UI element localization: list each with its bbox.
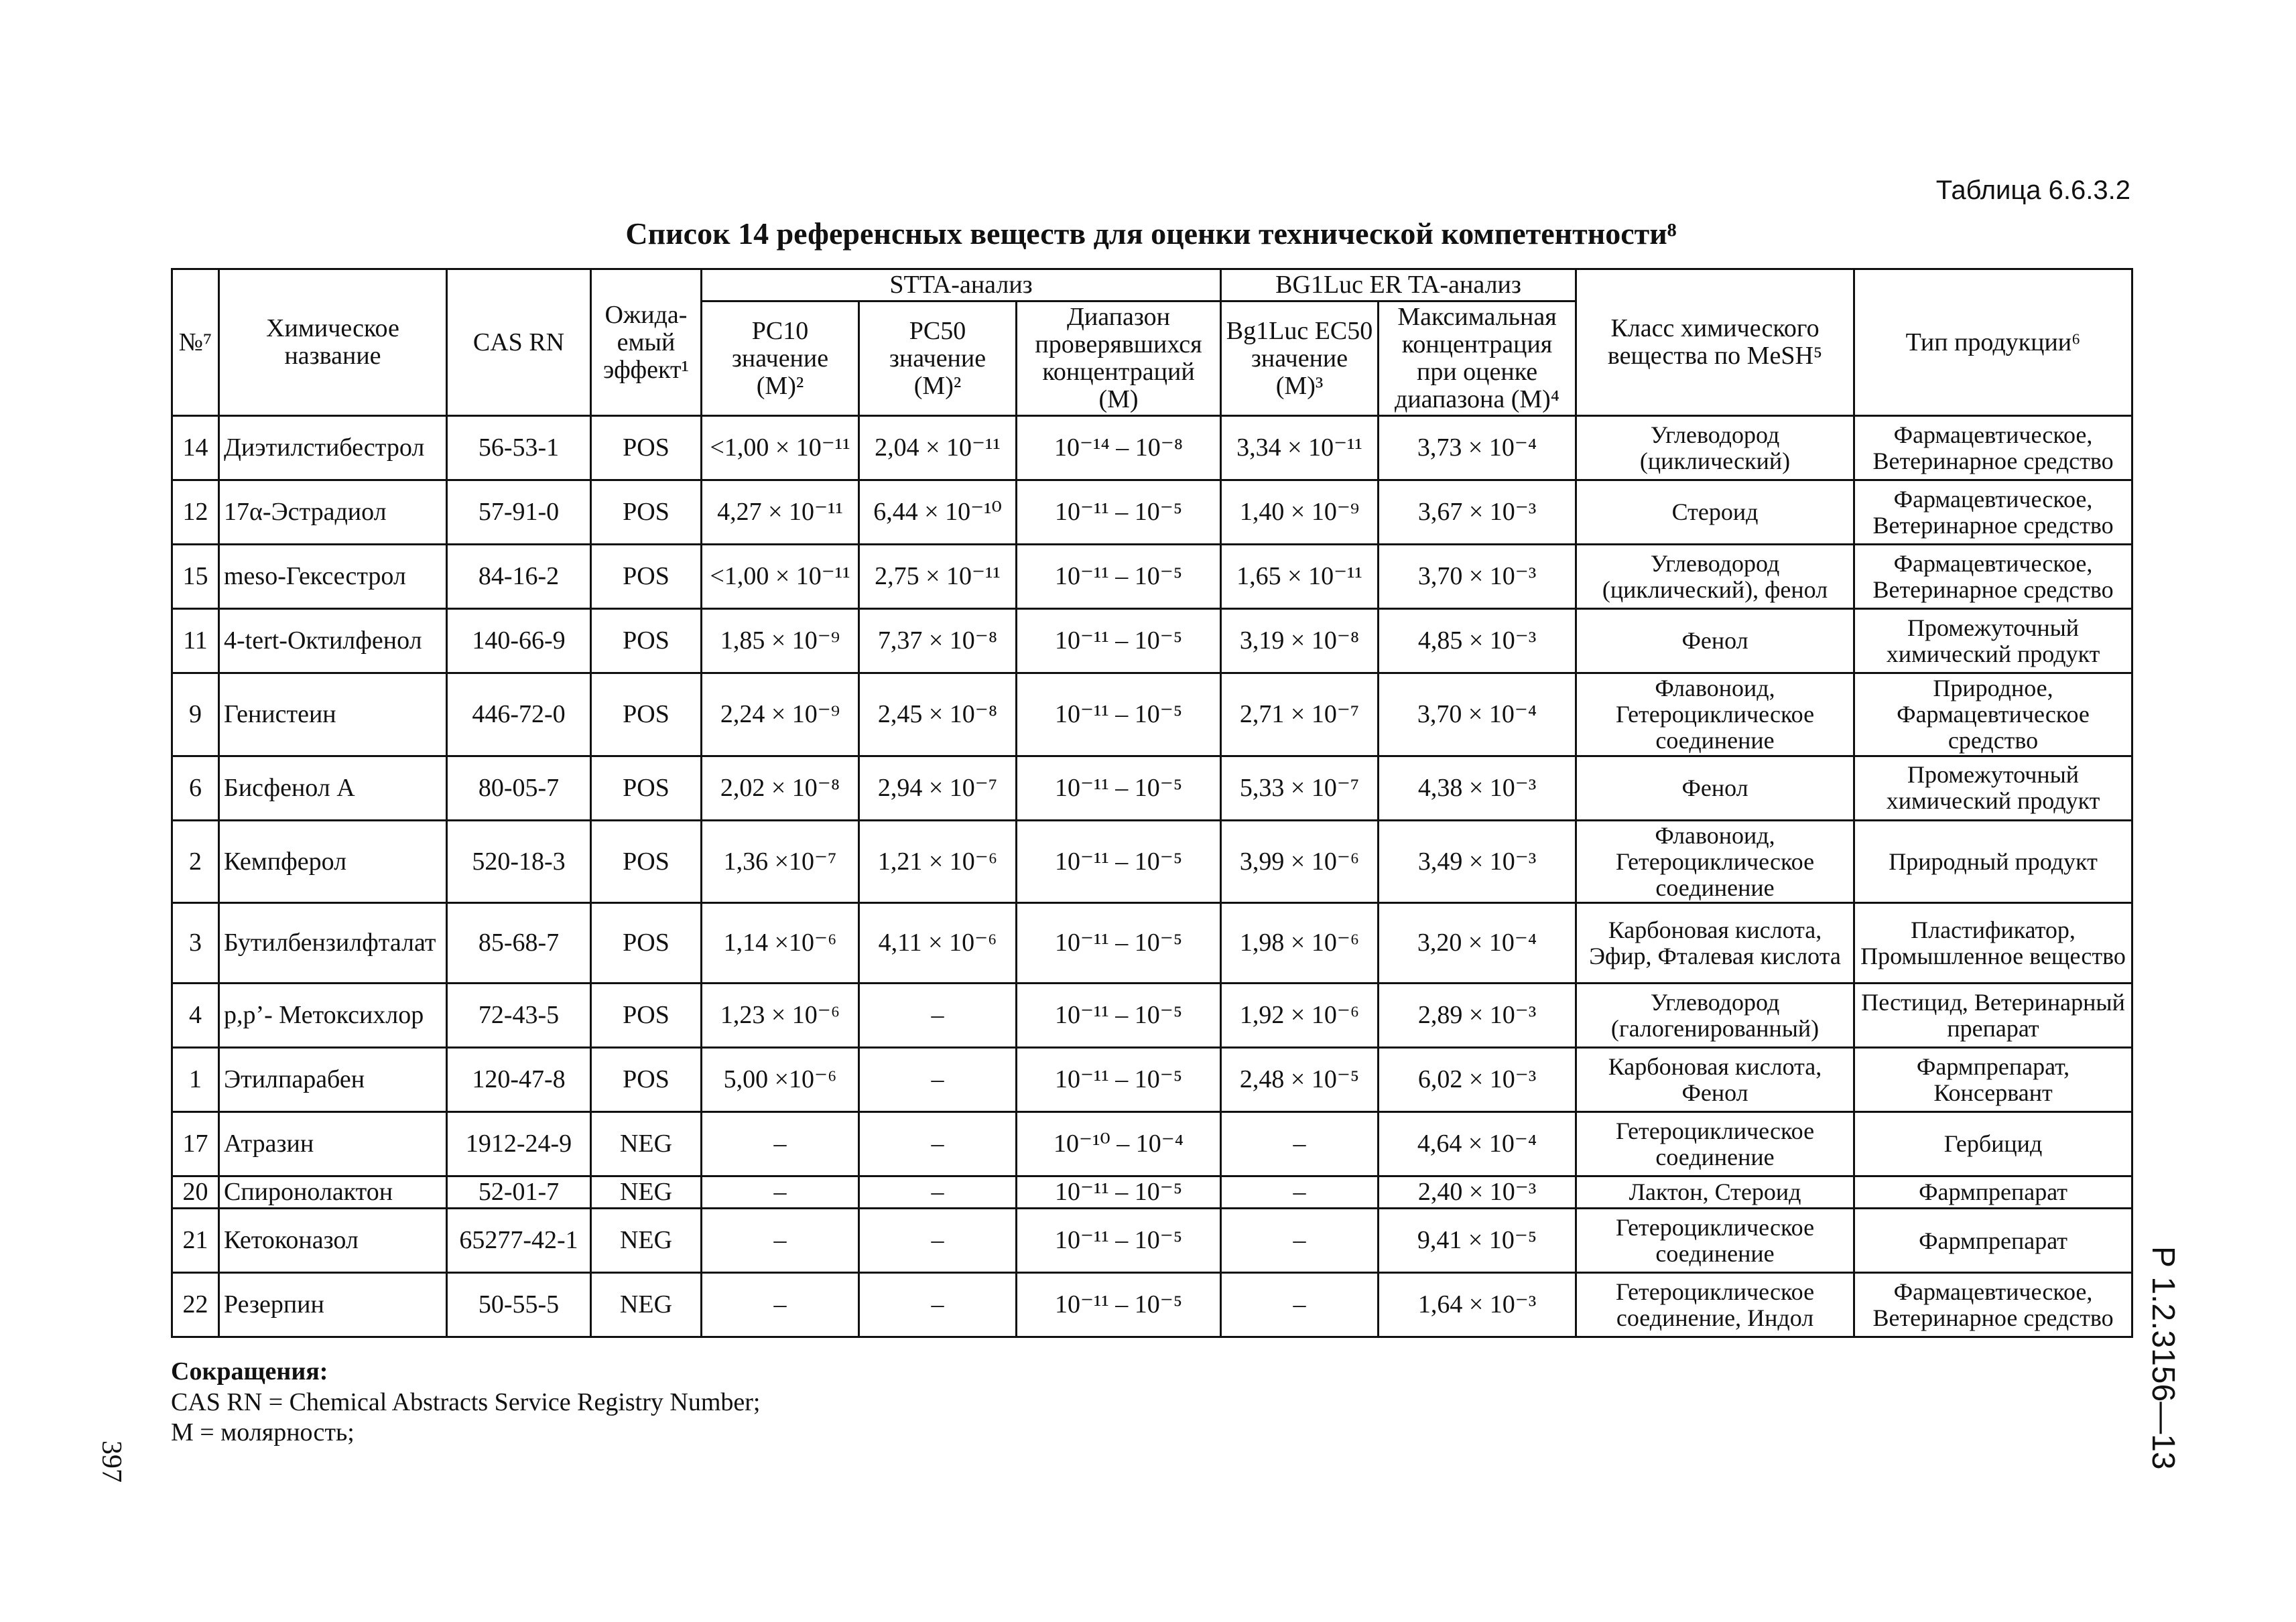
col-header-expected-effect: Ожида-емый эффект¹: [591, 269, 702, 416]
cell-mesh-class: Флавоноид, Гетероциклическое соединение: [1576, 673, 1854, 756]
cell-product-type: Фармпрепарат, Консервант: [1854, 1048, 2132, 1112]
cell-ec50: 5,33 × 10⁻⁷: [1221, 756, 1379, 820]
col-header-no: №⁷: [172, 269, 219, 416]
cell-no: 15: [172, 545, 219, 609]
cell-pc50: 2,45 × 10⁻⁸: [859, 673, 1017, 756]
cell-ec50: 1,40 × 10⁻⁹: [1221, 480, 1379, 545]
cell-mesh-class: Углеводород (циклический): [1576, 416, 1854, 480]
cell-expected-effect: POS: [591, 545, 702, 609]
col-group-stta: STTA-анализ: [702, 269, 1221, 301]
table-body: [172, 416, 2132, 1337]
cell-expected-effect: POS: [591, 820, 702, 903]
cell-pc10: 1,14 ×10⁻⁶: [702, 903, 859, 984]
cell-mesh-class: Флавоноид, Гетероциклическое соединение: [1576, 820, 1854, 903]
cell-no: 2: [172, 820, 219, 903]
cell-product-type: Фармацевтическое, Ветеринарное средство: [1854, 480, 2132, 545]
cell-no: 11: [172, 609, 219, 673]
table-row: [172, 1048, 2132, 1112]
cell-chemical-name: Атразин: [219, 1112, 447, 1176]
cell-chemical-name: 4-tert-Октилфенол: [219, 609, 447, 673]
table-number: Таблица 6.6.3.2: [1935, 176, 2130, 205]
table-row: [172, 903, 2132, 984]
cell-range: 10⁻¹¹ – 10⁻⁵: [1017, 480, 1221, 545]
table-row: [172, 1112, 2132, 1176]
cell-chemical-name: Этилпарабен: [219, 1048, 447, 1112]
cell-no: 21: [172, 1209, 219, 1273]
cell-chemical-name: Кемпферол: [219, 820, 447, 903]
cell-range: 10⁻¹¹ – 10⁻⁵: [1017, 756, 1221, 820]
col-header-ec50: Bg1Luc EC50 значение (M)³: [1221, 301, 1379, 416]
cell-product-type: Фармацевтическое, Ветеринарное средство: [1854, 416, 2132, 480]
cell-mesh-class: Лактон, Стероид: [1576, 1176, 1854, 1209]
cell-cas-rn: 50-55-5: [447, 1273, 591, 1337]
cell-no: 22: [172, 1273, 219, 1337]
cell-cas-rn: 65277-42-1: [447, 1209, 591, 1273]
cell-product-type: Природное, Фармацевтическое средство: [1854, 673, 2132, 756]
cell-expected-effect: NEG: [591, 1112, 702, 1176]
col-header-max-conc: Максимальная концентрация при оценке диапазона (M)⁴: [1379, 301, 1576, 416]
cell-pc10: 5,00 ×10⁻⁶: [702, 1048, 859, 1112]
cell-product-type: Фармацевтическое, Ветеринарное средство: [1854, 545, 2132, 609]
cell-pc50: –: [859, 1209, 1017, 1273]
cell-expected-effect: POS: [591, 416, 702, 480]
abbreviations: [171, 1357, 760, 1448]
cell-chemical-name: 17α-Эстрадиол: [219, 480, 447, 545]
cell-chemical-name: Бутилбензилфталат: [219, 903, 447, 984]
table-title: Список 14 референсных веществ для оценки технической компетентности⁸: [625, 216, 1677, 251]
cell-product-type: Промежуточный химический продукт: [1854, 609, 2132, 673]
cell-max-conc: 4,38 × 10⁻³: [1379, 756, 1576, 820]
cell-pc50: –: [859, 1176, 1017, 1209]
cell-no: 14: [172, 416, 219, 480]
cell-cas-rn: 140-66-9: [447, 609, 591, 673]
abbreviations-title: Сокращения:: [171, 1357, 328, 1386]
reference-substances-table: [171, 268, 2133, 1338]
cell-no: 20: [172, 1176, 219, 1209]
table-row: [172, 480, 2132, 545]
cell-range: 10⁻¹¹ – 10⁻⁵: [1017, 1273, 1221, 1337]
cell-pc50: 2,04 × 10⁻¹¹: [859, 416, 1017, 480]
cell-max-conc: 9,41 × 10⁻⁵: [1379, 1209, 1576, 1273]
cell-product-type: Фармпрепарат: [1854, 1209, 2132, 1273]
cell-chemical-name: Резерпин: [219, 1273, 447, 1337]
cell-expected-effect: POS: [591, 480, 702, 545]
cell-ec50: –: [1221, 1176, 1379, 1209]
page-number: 397: [96, 1440, 127, 1483]
cell-cas-rn: 446-72-0: [447, 673, 591, 756]
table-row: [172, 416, 2132, 480]
cell-range: 10⁻¹¹ – 10⁻⁵: [1017, 1048, 1221, 1112]
cell-pc50: –: [859, 1048, 1017, 1112]
cell-pc10: –: [702, 1273, 859, 1337]
cell-ec50: –: [1221, 1209, 1379, 1273]
col-header-pc50: PC50 значение (M)²: [859, 301, 1017, 416]
cell-max-conc: 4,64 × 10⁻⁴: [1379, 1112, 1576, 1176]
cell-pc10: 1,85 × 10⁻⁹: [702, 609, 859, 673]
abbreviation-item: CAS RN = Chemical Abstracts Service Registry Number;: [171, 1388, 761, 1416]
cell-pc50: –: [859, 984, 1017, 1048]
cell-ec50: 2,48 × 10⁻⁵: [1221, 1048, 1379, 1112]
cell-mesh-class: Углеводород (циклический), фенол: [1576, 545, 1854, 609]
cell-cas-rn: 520-18-3: [447, 820, 591, 903]
cell-pc10: 1,23 × 10⁻⁶: [702, 984, 859, 1048]
cell-expected-effect: NEG: [591, 1209, 702, 1273]
cell-ec50: 2,71 × 10⁻⁷: [1221, 673, 1379, 756]
col-header-range: Диапазон проверявшихся концентраций (M): [1017, 301, 1221, 416]
cell-range: 10⁻¹¹ – 10⁻⁵: [1017, 1176, 1221, 1209]
cell-pc10: <1,00 × 10⁻¹¹: [702, 545, 859, 609]
cell-pc10: 2,24 × 10⁻⁹: [702, 673, 859, 756]
table-row: [172, 756, 2132, 820]
cell-expected-effect: POS: [591, 756, 702, 820]
table-row: [172, 609, 2132, 673]
cell-ec50: –: [1221, 1112, 1379, 1176]
cell-mesh-class: Фенол: [1576, 756, 1854, 820]
cell-max-conc: 2,89 × 10⁻³: [1379, 984, 1576, 1048]
col-header-chemical-name: Химическое название: [219, 269, 447, 416]
table-row: [172, 1176, 2132, 1209]
cell-pc10: <1,00 × 10⁻¹¹: [702, 416, 859, 480]
header-row-1: [172, 269, 2132, 301]
cell-max-conc: 3,67 × 10⁻³: [1379, 480, 1576, 545]
cell-pc50: 2,94 × 10⁻⁷: [859, 756, 1017, 820]
cell-chemical-name: Спиронолактон: [219, 1176, 447, 1209]
cell-ec50: 1,65 × 10⁻¹¹: [1221, 545, 1379, 609]
cell-ec50: 3,34 × 10⁻¹¹: [1221, 416, 1379, 480]
cell-mesh-class: Гетероциклическое соединение: [1576, 1209, 1854, 1273]
cell-max-conc: 3,70 × 10⁻³: [1379, 545, 1576, 609]
cell-mesh-class: Карбоновая кислота, Эфир, Фталевая кислота: [1576, 903, 1854, 984]
cell-cas-rn: 120-47-8: [447, 1048, 591, 1112]
cell-pc50: 7,37 × 10⁻⁸: [859, 609, 1017, 673]
cell-product-type: Природный продукт: [1854, 820, 2132, 903]
cell-max-conc: 3,73 × 10⁻⁴: [1379, 416, 1576, 480]
cell-mesh-class: Карбоновая кислота, Фенол: [1576, 1048, 1854, 1112]
cell-max-conc: 4,85 × 10⁻³: [1379, 609, 1576, 673]
cell-range: 10⁻¹¹ – 10⁻⁵: [1017, 545, 1221, 609]
document-code: Р 1.2.3156—13: [2145, 1246, 2181, 1470]
cell-ec50: –: [1221, 1273, 1379, 1337]
cell-product-type: Пестицид, Ветеринарный препарат: [1854, 984, 2132, 1048]
cell-max-conc: 6,02 × 10⁻³: [1379, 1048, 1576, 1112]
cell-ec50: 3,19 × 10⁻⁸: [1221, 609, 1379, 673]
cell-pc50: –: [859, 1273, 1017, 1337]
cell-expected-effect: POS: [591, 673, 702, 756]
cell-pc10: –: [702, 1176, 859, 1209]
cell-chemical-name: Кетоконазол: [219, 1209, 447, 1273]
col-header-cas-rn: CAS RN: [447, 269, 591, 416]
col-header-pc10: PC10 значение (M)²: [702, 301, 859, 416]
cell-product-type: Фармпрепарат: [1854, 1176, 2132, 1209]
cell-range: 10⁻¹¹ – 10⁻⁵: [1017, 820, 1221, 903]
cell-cas-rn: 84-16-2: [447, 545, 591, 609]
cell-mesh-class: Фенол: [1576, 609, 1854, 673]
cell-range: 10⁻¹¹ – 10⁻⁵: [1017, 673, 1221, 756]
cell-mesh-class: Углеводород (галогенированный): [1576, 984, 1854, 1048]
table-row: [172, 1273, 2132, 1337]
cell-cas-rn: 72-43-5: [447, 984, 591, 1048]
cell-pc10: –: [702, 1209, 859, 1273]
cell-product-type: Гербицид: [1854, 1112, 2132, 1176]
cell-range: 10⁻¹¹ – 10⁻⁵: [1017, 609, 1221, 673]
cell-pc10: –: [702, 1112, 859, 1176]
cell-pc50: 4,11 × 10⁻⁶: [859, 903, 1017, 984]
cell-max-conc: 3,20 × 10⁻⁴: [1379, 903, 1576, 984]
cell-max-conc: 3,70 × 10⁻⁴: [1379, 673, 1576, 756]
abbreviation-item: M = молярность;: [171, 1418, 355, 1447]
cell-no: 9: [172, 673, 219, 756]
cell-mesh-class: Гетероциклическое соединение, Индол: [1576, 1273, 1854, 1337]
cell-pc10: 1,36 ×10⁻⁷: [702, 820, 859, 903]
cell-pc10: 4,27 × 10⁻¹¹: [702, 480, 859, 545]
col-header-mesh-class: Класс химического вещества по MeSH⁵: [1576, 269, 1854, 416]
cell-range: 10⁻¹¹ – 10⁻⁵: [1017, 903, 1221, 984]
table-row: [172, 545, 2132, 609]
cell-chemical-name: p,p’- Метоксихлор: [219, 984, 447, 1048]
cell-cas-rn: 80-05-7: [447, 756, 591, 820]
cell-no: 1: [172, 1048, 219, 1112]
cell-pc50: 6,44 × 10⁻¹⁰: [859, 480, 1017, 545]
cell-chemical-name: Бисфенол А: [219, 756, 447, 820]
cell-mesh-class: Стероид: [1576, 480, 1854, 545]
cell-pc50: 2,75 × 10⁻¹¹: [859, 545, 1017, 609]
cell-max-conc: 3,49 × 10⁻³: [1379, 820, 1576, 903]
cell-no: 17: [172, 1112, 219, 1176]
cell-max-conc: 2,40 × 10⁻³: [1379, 1176, 1576, 1209]
cell-expected-effect: POS: [591, 984, 702, 1048]
cell-cas-rn: 1912-24-9: [447, 1112, 591, 1176]
cell-no: 6: [172, 756, 219, 820]
cell-ec50: 1,92 × 10⁻⁶: [1221, 984, 1379, 1048]
cell-no: 12: [172, 480, 219, 545]
cell-pc10: 2,02 × 10⁻⁸: [702, 756, 859, 820]
cell-expected-effect: POS: [591, 903, 702, 984]
cell-expected-effect: POS: [591, 1048, 702, 1112]
col-group-bg1luc: BG1Luc ER TA-анализ: [1221, 269, 1576, 301]
cell-no: 3: [172, 903, 219, 984]
table-row: [172, 673, 2132, 756]
cell-max-conc: 1,64 × 10⁻³: [1379, 1273, 1576, 1337]
col-header-product-type: Тип продукции⁶: [1854, 269, 2132, 416]
cell-ec50: 1,98 × 10⁻⁶: [1221, 903, 1379, 984]
cell-range: 10⁻¹¹ – 10⁻⁵: [1017, 984, 1221, 1048]
cell-product-type: Фармацевтическое, Ветеринарное средство: [1854, 1273, 2132, 1337]
cell-expected-effect: NEG: [591, 1273, 702, 1337]
cell-cas-rn: 57-91-0: [447, 480, 591, 545]
cell-cas-rn: 52-01-7: [447, 1176, 591, 1209]
table-row: [172, 820, 2132, 903]
table-row: [172, 1209, 2132, 1273]
cell-ec50: 3,99 × 10⁻⁶: [1221, 820, 1379, 903]
cell-no: 4: [172, 984, 219, 1048]
cell-product-type: Пластификатор, Промышленное вещество: [1854, 903, 2132, 984]
cell-range: 10⁻¹⁴ – 10⁻⁸: [1017, 416, 1221, 480]
cell-cas-rn: 56-53-1: [447, 416, 591, 480]
cell-pc50: –: [859, 1112, 1017, 1176]
cell-range: 10⁻¹¹ – 10⁻⁵: [1017, 1209, 1221, 1273]
cell-cas-rn: 85-68-7: [447, 903, 591, 984]
cell-product-type: Промежуточный химический продукт: [1854, 756, 2132, 820]
table-row: [172, 984, 2132, 1048]
cell-chemical-name: meso-Гексестрол: [219, 545, 447, 609]
cell-chemical-name: Диэтилстибестрол: [219, 416, 447, 480]
cell-pc50: 1,21 × 10⁻⁶: [859, 820, 1017, 903]
cell-mesh-class: Гетероциклическое соединение: [1576, 1112, 1854, 1176]
cell-expected-effect: NEG: [591, 1176, 702, 1209]
cell-range: 10⁻¹⁰ – 10⁻⁴: [1017, 1112, 1221, 1176]
cell-chemical-name: Генистеин: [219, 673, 447, 756]
cell-expected-effect: POS: [591, 609, 702, 673]
